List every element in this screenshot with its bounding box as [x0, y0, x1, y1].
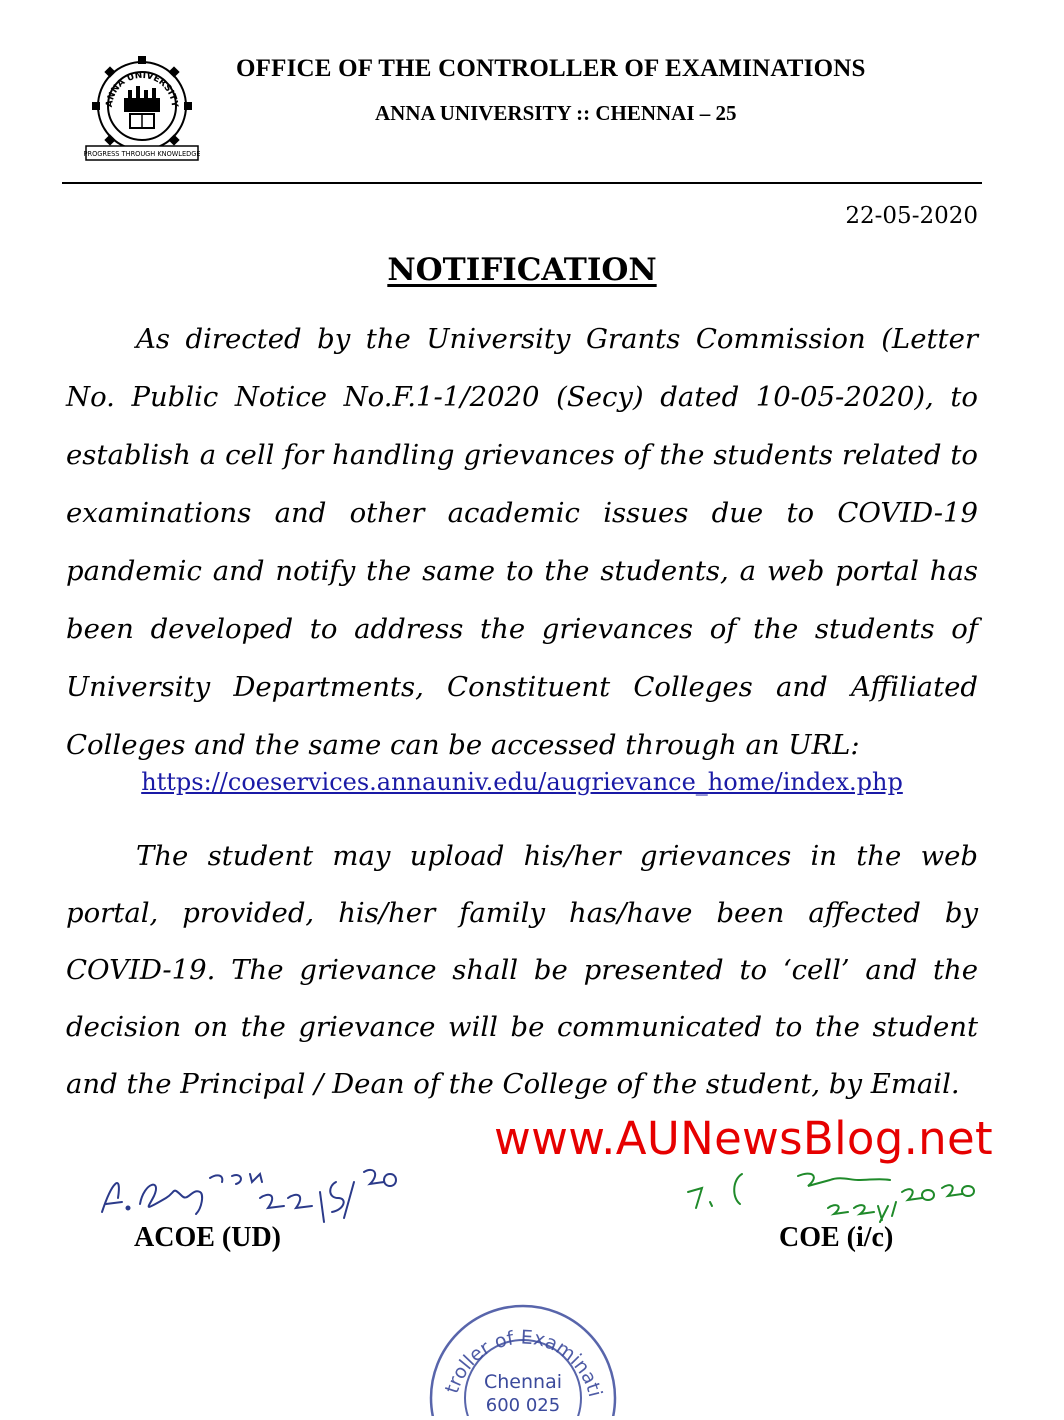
header-divider — [62, 182, 982, 184]
grievance-portal-link[interactable]: https://coeservices.annauniv.edu/augrievance_home/index.php — [141, 768, 903, 796]
notification-paragraph-1: As directed by the University Grants Commission (Letter No. Public Notice No.F.1-1/2020 (Secy) dated 10-05-2020), to establish a cell for handling grievances of the students related to examinations and other academic issues due to COVID-19 pandemic and notify the same to the students, a web portal has been developed to address the grievances of the students of University Departments, Constituent Colleges and Affiliated Colleges and the same can be accessed through an URL: — [66, 323, 978, 761]
office-seal — [418, 1290, 628, 1416]
svg-text:Chennai: Chennai — [483, 1371, 563, 1393]
svg-text:600 025: 600 025 — [485, 1395, 561, 1416]
svg-text:Controller of Examinations: troller of Examinati — [440, 1326, 607, 1400]
watermark: www.AUNewsBlog.net — [494, 1112, 993, 1165]
notification-date: 22-05-2020 — [845, 203, 978, 229]
office-heading: OFFICE OF THE CONTROLLER OF EXAMINATIONS — [236, 55, 866, 82]
signature-left — [92, 1152, 402, 1226]
signatory-coe-label: COE (i/c) — [779, 1222, 894, 1253]
svg-text:PROGRESS THROUGH KNOWLEDGE: PROGRESS THROUGH KNOWLEDGE — [84, 150, 200, 158]
notification-title: NOTIFICATION — [387, 252, 657, 288]
signatory-acoe-label: ACOE (UD) — [134, 1222, 281, 1253]
notification-paragraph-2: The student may upload his/her grievances in the web portal, provided, his/her family has/have been affected by COVID-19. The grievance shall be presented to ‘cell’ and the decision on the grievance will be communicated to the student and the Principal / Dean of the College of the student, by Email. — [66, 840, 978, 1100]
university-logo — [84, 50, 200, 162]
svg-text:ANNA UNIVERSITY: ANNA UNIVERSITY — [104, 70, 180, 108]
university-heading: ANNA UNIVERSITY :: CHENNAI – 25 — [375, 101, 737, 125]
signature-right — [680, 1150, 990, 1224]
